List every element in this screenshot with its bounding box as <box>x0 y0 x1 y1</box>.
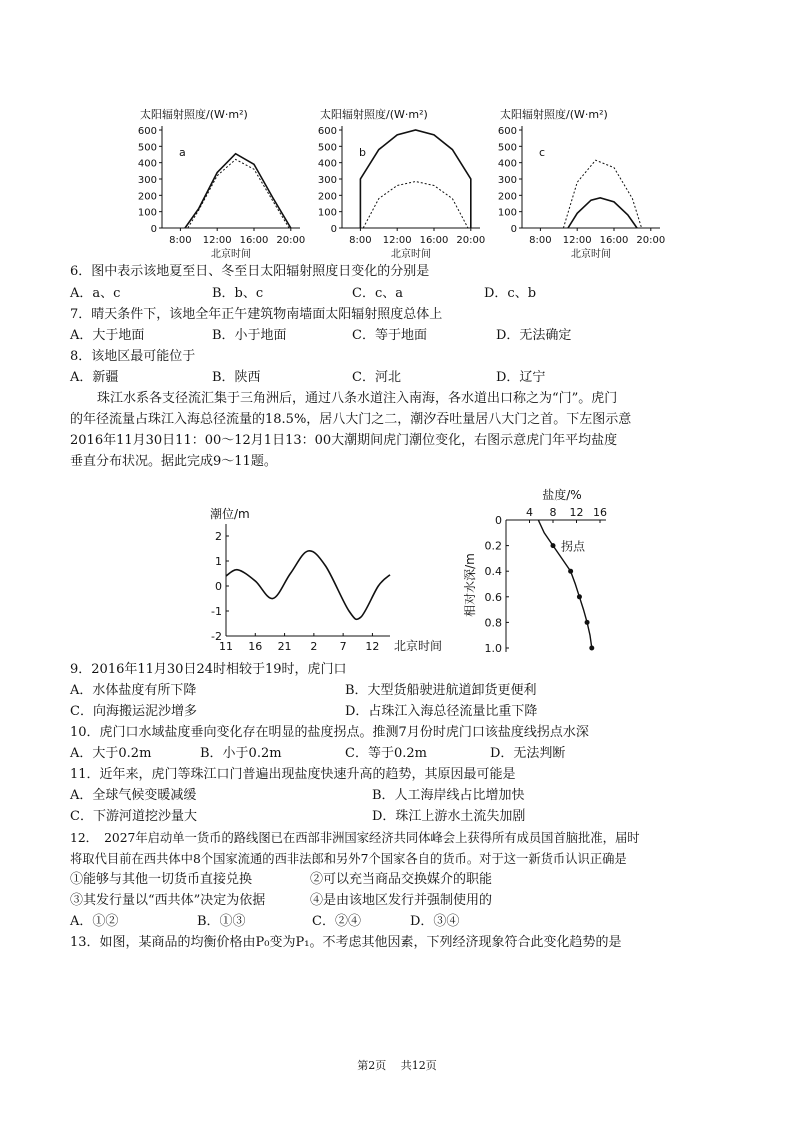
y-tick-label: 200 <box>317 191 337 203</box>
y-tick-label: 0 <box>215 580 222 593</box>
q10-option-d: D．无法判断 <box>490 746 566 761</box>
x-tick-label: 12 <box>365 640 380 653</box>
y-tick-label: 600 <box>317 126 337 137</box>
question-9: 9．2016年11月30日24时相较于19时，虎门口 <box>70 662 347 677</box>
q8-option-c: C．河北 <box>352 370 401 385</box>
q11-option-d: D．珠江上游水土流失加剧 <box>372 809 526 824</box>
y-axis-label: 太阳辐射照度/(W·m²) <box>140 108 248 121</box>
y-axis-label: 相对水深/m <box>463 553 477 617</box>
inflection-label: 拐点 <box>561 539 586 554</box>
x-tick-label: 8:00 <box>529 235 552 246</box>
x-tick-label: 4 <box>526 506 533 519</box>
x-tick-label: 16:00 <box>599 235 629 246</box>
q12-option-c: C．②④ <box>312 914 361 929</box>
x-tick-label: 8:00 <box>169 235 192 246</box>
x-tick-label: 16:00 <box>239 235 269 246</box>
x-tick-label: 12 <box>569 506 584 519</box>
q7-option-a: A．大于地面 <box>70 328 145 343</box>
y-axis-label: 太阳辐射照度/(W·m²) <box>320 108 428 121</box>
q7-option-b: B．小于地面 <box>212 328 287 343</box>
panel-letter: c <box>539 146 546 159</box>
q9-option-c: C．向海搬运泥沙增多 <box>70 704 197 719</box>
passage-line-4: 垂直分布状况。据此完成9～11题。 <box>70 454 277 469</box>
q12-option-d: D．③④ <box>410 914 460 929</box>
q6-option-b: B．b、c <box>212 286 264 301</box>
solid-series-line <box>185 154 291 228</box>
profile-point <box>589 646 594 651</box>
x-tick-label: 11 <box>219 640 233 653</box>
x-tick-label: 20:00 <box>456 235 486 246</box>
y-tick-label: 1.0 <box>484 642 502 655</box>
q6-option-d: D．c、b <box>484 286 537 301</box>
x-tick-label: 16 <box>248 640 263 653</box>
question-7: 7．晴天条件下，该地全年正午建筑物南墙面太阳辐射照度总体上 <box>70 307 443 322</box>
x-tick-label: 8:00 <box>349 235 372 246</box>
x-axis-label: 北京时间 <box>391 249 431 260</box>
salinity-chart <box>462 485 622 660</box>
x-axis-label: 北京时间 <box>571 249 611 260</box>
q12-item-3: ③其发行量以“西共体”决定为依据 <box>70 893 266 908</box>
solid-series-line <box>360 130 470 228</box>
question-11: 11．近年来，虎门等珠江口门普遍出现盐度快速升高的趋势，其原因最可能是 <box>70 767 516 782</box>
q7-option-c: C．等于地面 <box>352 328 427 343</box>
passage-line-2: 的年径流量占珠江入海总径流量的18.5%，居八大门之二，潮汐吞吐量居八大门之首。下左图示意 <box>70 412 632 427</box>
x-tick-label: 12:00 <box>562 235 592 246</box>
q11-option-a: A．全球气候变暖减缓 <box>70 788 197 803</box>
y-tick-label: 0.4 <box>484 565 502 579</box>
q12-item-2: ②可以充当商品交换媒介的职能 <box>310 872 493 887</box>
y-tick-label: 400 <box>137 158 157 170</box>
q8-option-b: B．陕西 <box>212 370 261 385</box>
y-tick-label: -1 <box>211 605 222 618</box>
x-axis-label: 盐度/% <box>542 488 582 502</box>
y-tick-label: 1 <box>215 555 222 568</box>
passage-line-1: 珠江水系各支径流汇集于三角洲后，通过八条水道注入南海，各水道出口称之为“门”。虎门 <box>97 391 618 406</box>
q9-option-d: D．占珠江入海总径流量比重下降 <box>345 704 538 719</box>
q6-option-c: C．c、a <box>352 286 403 301</box>
y-tick-label: 100 <box>497 207 517 219</box>
y-tick-label: 0 <box>510 224 517 235</box>
solar-chart-b <box>300 100 500 260</box>
y-tick-label: 0.8 <box>484 616 502 630</box>
x-tick-label: 12:00 <box>202 235 232 246</box>
profile-point <box>551 543 556 548</box>
question-12-line-1: 12． 2027年启动单一货币的路线图已在西部非洲国家经济共同体峰会上获得所有成员国首脑批准，届时 <box>70 831 640 845</box>
dashed-series-line <box>363 182 468 229</box>
page-footer: 第2页 共12页 <box>357 1059 437 1072</box>
question-10: 10．虎门口水域盐度垂向变化存在明显的盐度拐点。推测7月份时虎门口该盐度线拐点水深 <box>70 725 589 740</box>
dashed-series-line <box>188 159 289 228</box>
y-tick-label: 300 <box>497 175 517 186</box>
y-tick-label: 200 <box>497 191 517 203</box>
y-tick-label: 600 <box>137 126 157 137</box>
y-axis-label: 潮位/m <box>210 507 250 521</box>
y-tick-label: 100 <box>137 207 157 219</box>
q8-option-a: A．新疆 <box>70 370 119 385</box>
y-tick-label: 500 <box>317 142 337 154</box>
panel-letter: a <box>179 146 186 159</box>
y-tick-label: 0.6 <box>484 590 502 604</box>
y-tick-label: 400 <box>317 158 337 170</box>
x-axis-label: 北京时间 <box>394 639 443 653</box>
profile-point <box>585 620 590 625</box>
y-tick-label: -2 <box>211 630 222 643</box>
x-axis-label: 北京时间 <box>211 249 251 260</box>
y-tick-label: 300 <box>317 175 337 186</box>
x-tick-label: 8 <box>549 506 557 519</box>
y-tick-label: 400 <box>497 158 517 170</box>
q12-item-4: ④是由该地区发行并强制使用的 <box>310 893 493 908</box>
q7-option-d: D．无法确定 <box>496 328 572 343</box>
x-tick-label: 7 <box>339 640 347 653</box>
y-tick-label: 0 <box>150 224 157 235</box>
y-tick-label: 0 <box>330 224 337 235</box>
q8-option-d: D．辽宁 <box>496 370 546 385</box>
y-tick-label: 300 <box>137 175 157 186</box>
q6-option-a: A．a、c <box>70 286 121 301</box>
solar-chart-a <box>120 100 320 260</box>
x-tick-label: 16 <box>593 506 607 519</box>
panel-letter: b <box>359 146 366 159</box>
passage-line-3: 2016年11月30日11：00～12月1日13：00大潮期间虎门潮位变化，右图示意虎门年平均盐度 <box>70 433 618 448</box>
y-tick-label: 0 <box>495 514 502 527</box>
x-tick-label: 20:00 <box>636 235 666 246</box>
q11-option-b: B．人工海岸线占比增加快 <box>372 788 525 803</box>
y-tick-label: 0.2 <box>484 539 502 553</box>
q12-item-1: ①能够与其他一切货币直接兑换 <box>70 872 253 887</box>
x-tick-label: 21 <box>277 640 292 653</box>
profile-point <box>577 594 582 599</box>
y-tick-label: 500 <box>137 142 157 154</box>
y-tick-label: 100 <box>317 207 337 219</box>
question-13: 13．如图，某商品的均衡价格由P₀变为P₁。不考虑其他因素，下列经济现象符合此变化趋势的是 <box>70 935 622 950</box>
q11-option-c: C．下游河道挖沙量大 <box>70 809 197 824</box>
q12-option-a: A．①② <box>70 914 119 929</box>
solar-chart-c <box>480 100 680 260</box>
q10-option-a: A．大于0.2m <box>70 746 152 761</box>
profile-point <box>568 569 573 574</box>
question-12-line-2: 将取代目前在西共体中8个国家流通的西非法郎和另外7个国家各自的货币。对于这一新货币认识正确是 <box>70 852 627 866</box>
q9-option-b: B．大型货船驶进航道卸货更便利 <box>345 683 537 698</box>
y-tick-label: 600 <box>497 126 517 137</box>
y-axis-label: 太阳辐射照度/(W·m²) <box>500 108 608 121</box>
q10-option-c: C．等于0.2m <box>345 746 427 761</box>
question-6: 6．图中表示该地夏至日、冬至日太阳辐射照度日变化的分别是 <box>70 264 430 279</box>
q12-option-b: B．①③ <box>197 914 246 929</box>
y-tick-label: 200 <box>137 191 157 203</box>
q10-option-b: B．小于0.2m <box>200 746 282 761</box>
question-8: 8．该地区最可能位于 <box>70 349 196 364</box>
q9-option-a: A．水体盐度有所下降 <box>70 683 197 698</box>
y-tick-label: 500 <box>497 142 517 154</box>
solid-series-line <box>568 198 637 228</box>
tide-chart <box>200 500 460 660</box>
y-tick-label: 2 <box>215 530 222 543</box>
tide-level-line <box>226 551 390 620</box>
x-tick-label: 2 <box>310 640 318 653</box>
x-tick-label: 12:00 <box>382 235 412 246</box>
x-tick-label: 20:00 <box>276 235 306 246</box>
x-tick-label: 16:00 <box>419 235 449 246</box>
